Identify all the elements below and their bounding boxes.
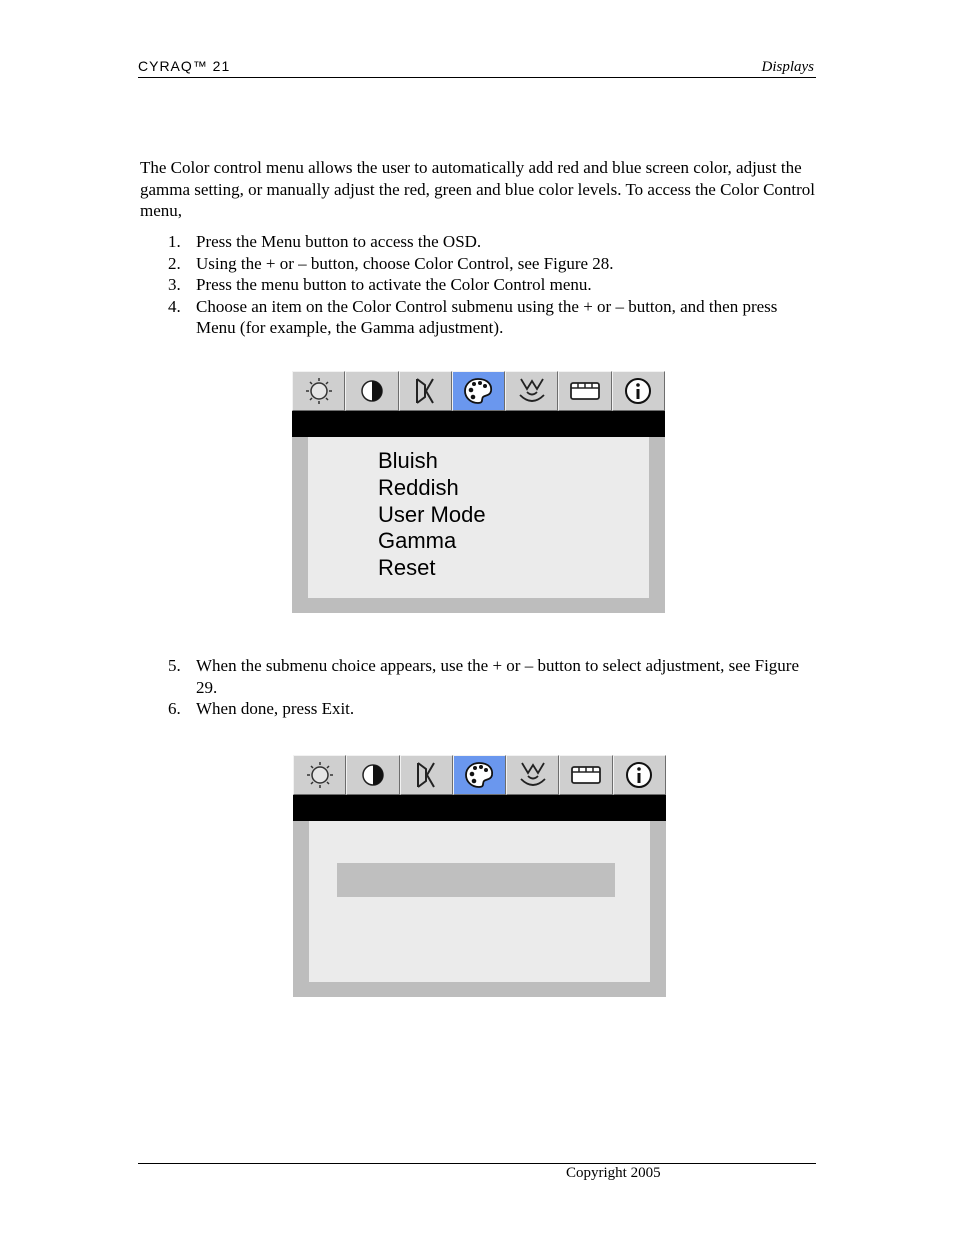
list-item — [140, 296, 816, 339]
step-text: When done, press Exit. — [196, 699, 355, 718]
osd-tab-color — [452, 371, 505, 411]
osd-tab-image — [506, 755, 559, 795]
intro-paragraph: The Color control menu allows the user to automatically add red and blue screen color, adjust the gamma setting, or manually adjust the red, green and blue color levels. To access the Color Control menu, — [140, 158, 816, 220]
step-text: Press the menu button to activate the Color Control menu. — [196, 275, 592, 294]
step-number: 6. — [168, 699, 181, 718]
step-text: Choose an item on the Color Control submenu using the + or – button, and then press Menu (for example, the Gamma adjustment). — [196, 296, 778, 337]
osd-settings-icon — [568, 375, 602, 407]
steps-list-1 — [140, 231, 816, 339]
footer-copyright: Copyright 2005 — [566, 1165, 661, 1181]
osd-tab-brightness — [293, 755, 346, 795]
image-icon — [516, 759, 550, 791]
header-rule — [138, 77, 816, 78]
color-palette-icon — [462, 759, 496, 791]
osd-settings-icon — [569, 759, 603, 791]
step-number: 1. — [168, 232, 181, 251]
osd-tab-settings — [558, 371, 611, 411]
adjustment-bar — [337, 863, 615, 897]
menu-item-bluish: Bluish — [378, 448, 438, 473]
osd-tab-info — [612, 371, 665, 411]
menu-item-reddish: Reddish — [378, 474, 459, 500]
info-icon — [622, 759, 656, 791]
list-item — [140, 655, 816, 698]
osd-tab-geometry — [399, 371, 452, 411]
list-item — [140, 231, 816, 253]
geometry-icon — [409, 759, 443, 791]
info-icon — [621, 375, 655, 407]
osd-panel — [309, 821, 650, 982]
list-item — [140, 698, 816, 720]
osd-tab-contrast — [345, 371, 398, 411]
list-item — [140, 274, 816, 296]
menu-item-user-mode: User Mode — [378, 501, 486, 527]
osd-tab-color — [453, 755, 506, 795]
step-number: 3. — [168, 275, 181, 294]
osd-color-menu-figure — [292, 371, 665, 613]
geometry-icon — [408, 375, 442, 407]
steps-list-2 — [140, 655, 816, 720]
header-product: CYRAQ™ 21 — [138, 58, 231, 74]
color-submenu — [378, 448, 486, 582]
osd-tab-info — [613, 755, 666, 795]
footer-rule — [138, 1163, 816, 1164]
color-palette-icon — [461, 375, 495, 407]
osd-tab-bar — [292, 371, 665, 411]
header-section: Displays — [761, 59, 814, 75]
osd-tab-contrast — [346, 755, 399, 795]
step-number: 4. — [168, 296, 181, 316]
step-number: 5. — [168, 656, 181, 675]
brightness-icon — [303, 759, 337, 791]
brightness-icon — [302, 375, 336, 407]
menu-item-gamma: Gamma — [378, 528, 457, 554]
osd-tab-bar — [293, 755, 666, 795]
image-icon — [515, 375, 549, 407]
step-text: Press the Menu button to access the OSD. — [196, 232, 482, 251]
menu-item-reset: Reset — [378, 555, 436, 581]
step-text: When the submenu choice appears, use the + or – button to select adjustment, see Figure 29. — [196, 656, 800, 697]
step-number: 2. — [168, 253, 181, 273]
osd-tab-brightness — [292, 371, 345, 411]
contrast-icon — [356, 759, 390, 791]
osd-tab-geometry — [400, 755, 453, 795]
list-item — [140, 253, 816, 275]
step-text: Using the + or – button, choose Color Control, see Figure 28. — [196, 253, 614, 273]
osd-title-bar — [293, 795, 666, 821]
osd-tab-settings — [559, 755, 612, 795]
osd-adjustment-figure — [293, 755, 666, 997]
osd-tab-image — [505, 371, 558, 411]
contrast-icon — [355, 375, 389, 407]
osd-title-bar — [292, 411, 665, 437]
